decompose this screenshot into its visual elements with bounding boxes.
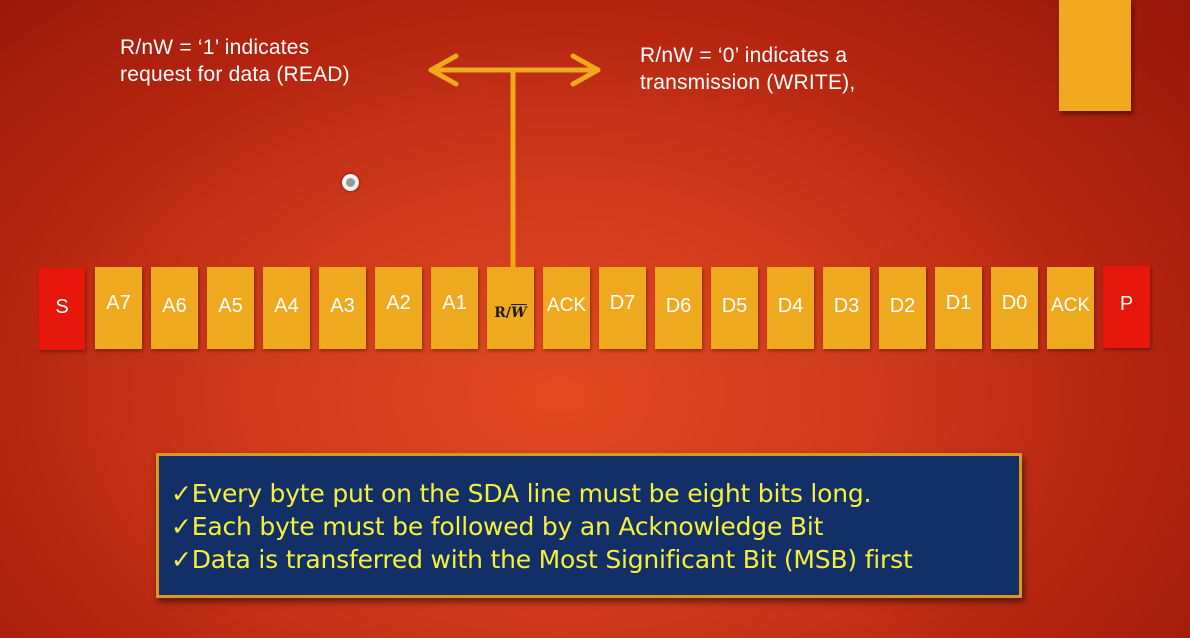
- bit-d4: [767, 267, 814, 349]
- bit-a7: [95, 267, 142, 349]
- bit-d7: [599, 267, 646, 349]
- bit-label: D3: [833, 295, 860, 317]
- bit-a3: [319, 267, 366, 349]
- bit-label: A3: [330, 295, 355, 317]
- ack-bit-2: [1047, 267, 1094, 349]
- ack-label: ACK: [1050, 295, 1091, 316]
- bit-a2: [375, 267, 422, 349]
- bit-label: A4: [274, 295, 299, 317]
- bit-label: A6: [162, 295, 187, 317]
- bit-d2: [879, 267, 926, 349]
- bit-label: A1: [442, 292, 467, 314]
- stop-bit: [1103, 266, 1150, 348]
- bit-label: D0: [1001, 292, 1028, 314]
- bit-label: D2: [889, 295, 916, 317]
- bit-a6: [151, 267, 198, 349]
- bit-d3: [823, 267, 870, 349]
- bit-d6: [655, 267, 702, 349]
- read-note-line1: R/nW = ‘1’ indicates: [120, 36, 310, 59]
- bit-label: D7: [609, 292, 636, 314]
- rw-prefix: R/: [494, 305, 511, 321]
- ack-bit-1: [543, 267, 590, 349]
- bit-d5: [711, 267, 758, 349]
- cursor-dot: [342, 174, 359, 191]
- bit-a4: [263, 267, 310, 349]
- ack-label: ACK: [546, 295, 587, 316]
- bit-rw: [487, 267, 534, 349]
- rw-label: [494, 297, 526, 321]
- read-note-line2: request for data (READ): [120, 63, 350, 86]
- bit-d0: [991, 267, 1038, 349]
- bit-label: D1: [945, 292, 972, 314]
- rule-acknowledge: ✓Each byte must be followed by an Acknowledge Bit: [171, 512, 824, 541]
- bit-label: A5: [218, 295, 243, 317]
- write-note-line2: transmission (WRITE),: [640, 71, 856, 94]
- rw-overlined: $\overline{W}$: [511, 305, 527, 321]
- bit-label: D4: [777, 295, 804, 317]
- rules-box: [156, 453, 1022, 598]
- bit-d1: [935, 267, 982, 349]
- bit-label: A7: [106, 292, 131, 314]
- stop-label: P: [1119, 293, 1134, 315]
- rule-byte-length: ✓Every byte put on the SDA line must be eight bits long.: [171, 479, 872, 508]
- bit-label: D5: [721, 295, 748, 317]
- bit-label: A2: [386, 292, 411, 314]
- bit-label: D6: [665, 295, 692, 317]
- bit-a5: [207, 267, 254, 349]
- write-note-line1: R/nW = ‘0’ indicates a: [640, 44, 848, 67]
- bit-a1: [431, 267, 478, 349]
- start-label: S: [55, 296, 69, 318]
- start-bit: [39, 268, 85, 350]
- rule-msb-first: ✓Data is transferred with the Most Significant Bit (MSB) first: [171, 545, 913, 574]
